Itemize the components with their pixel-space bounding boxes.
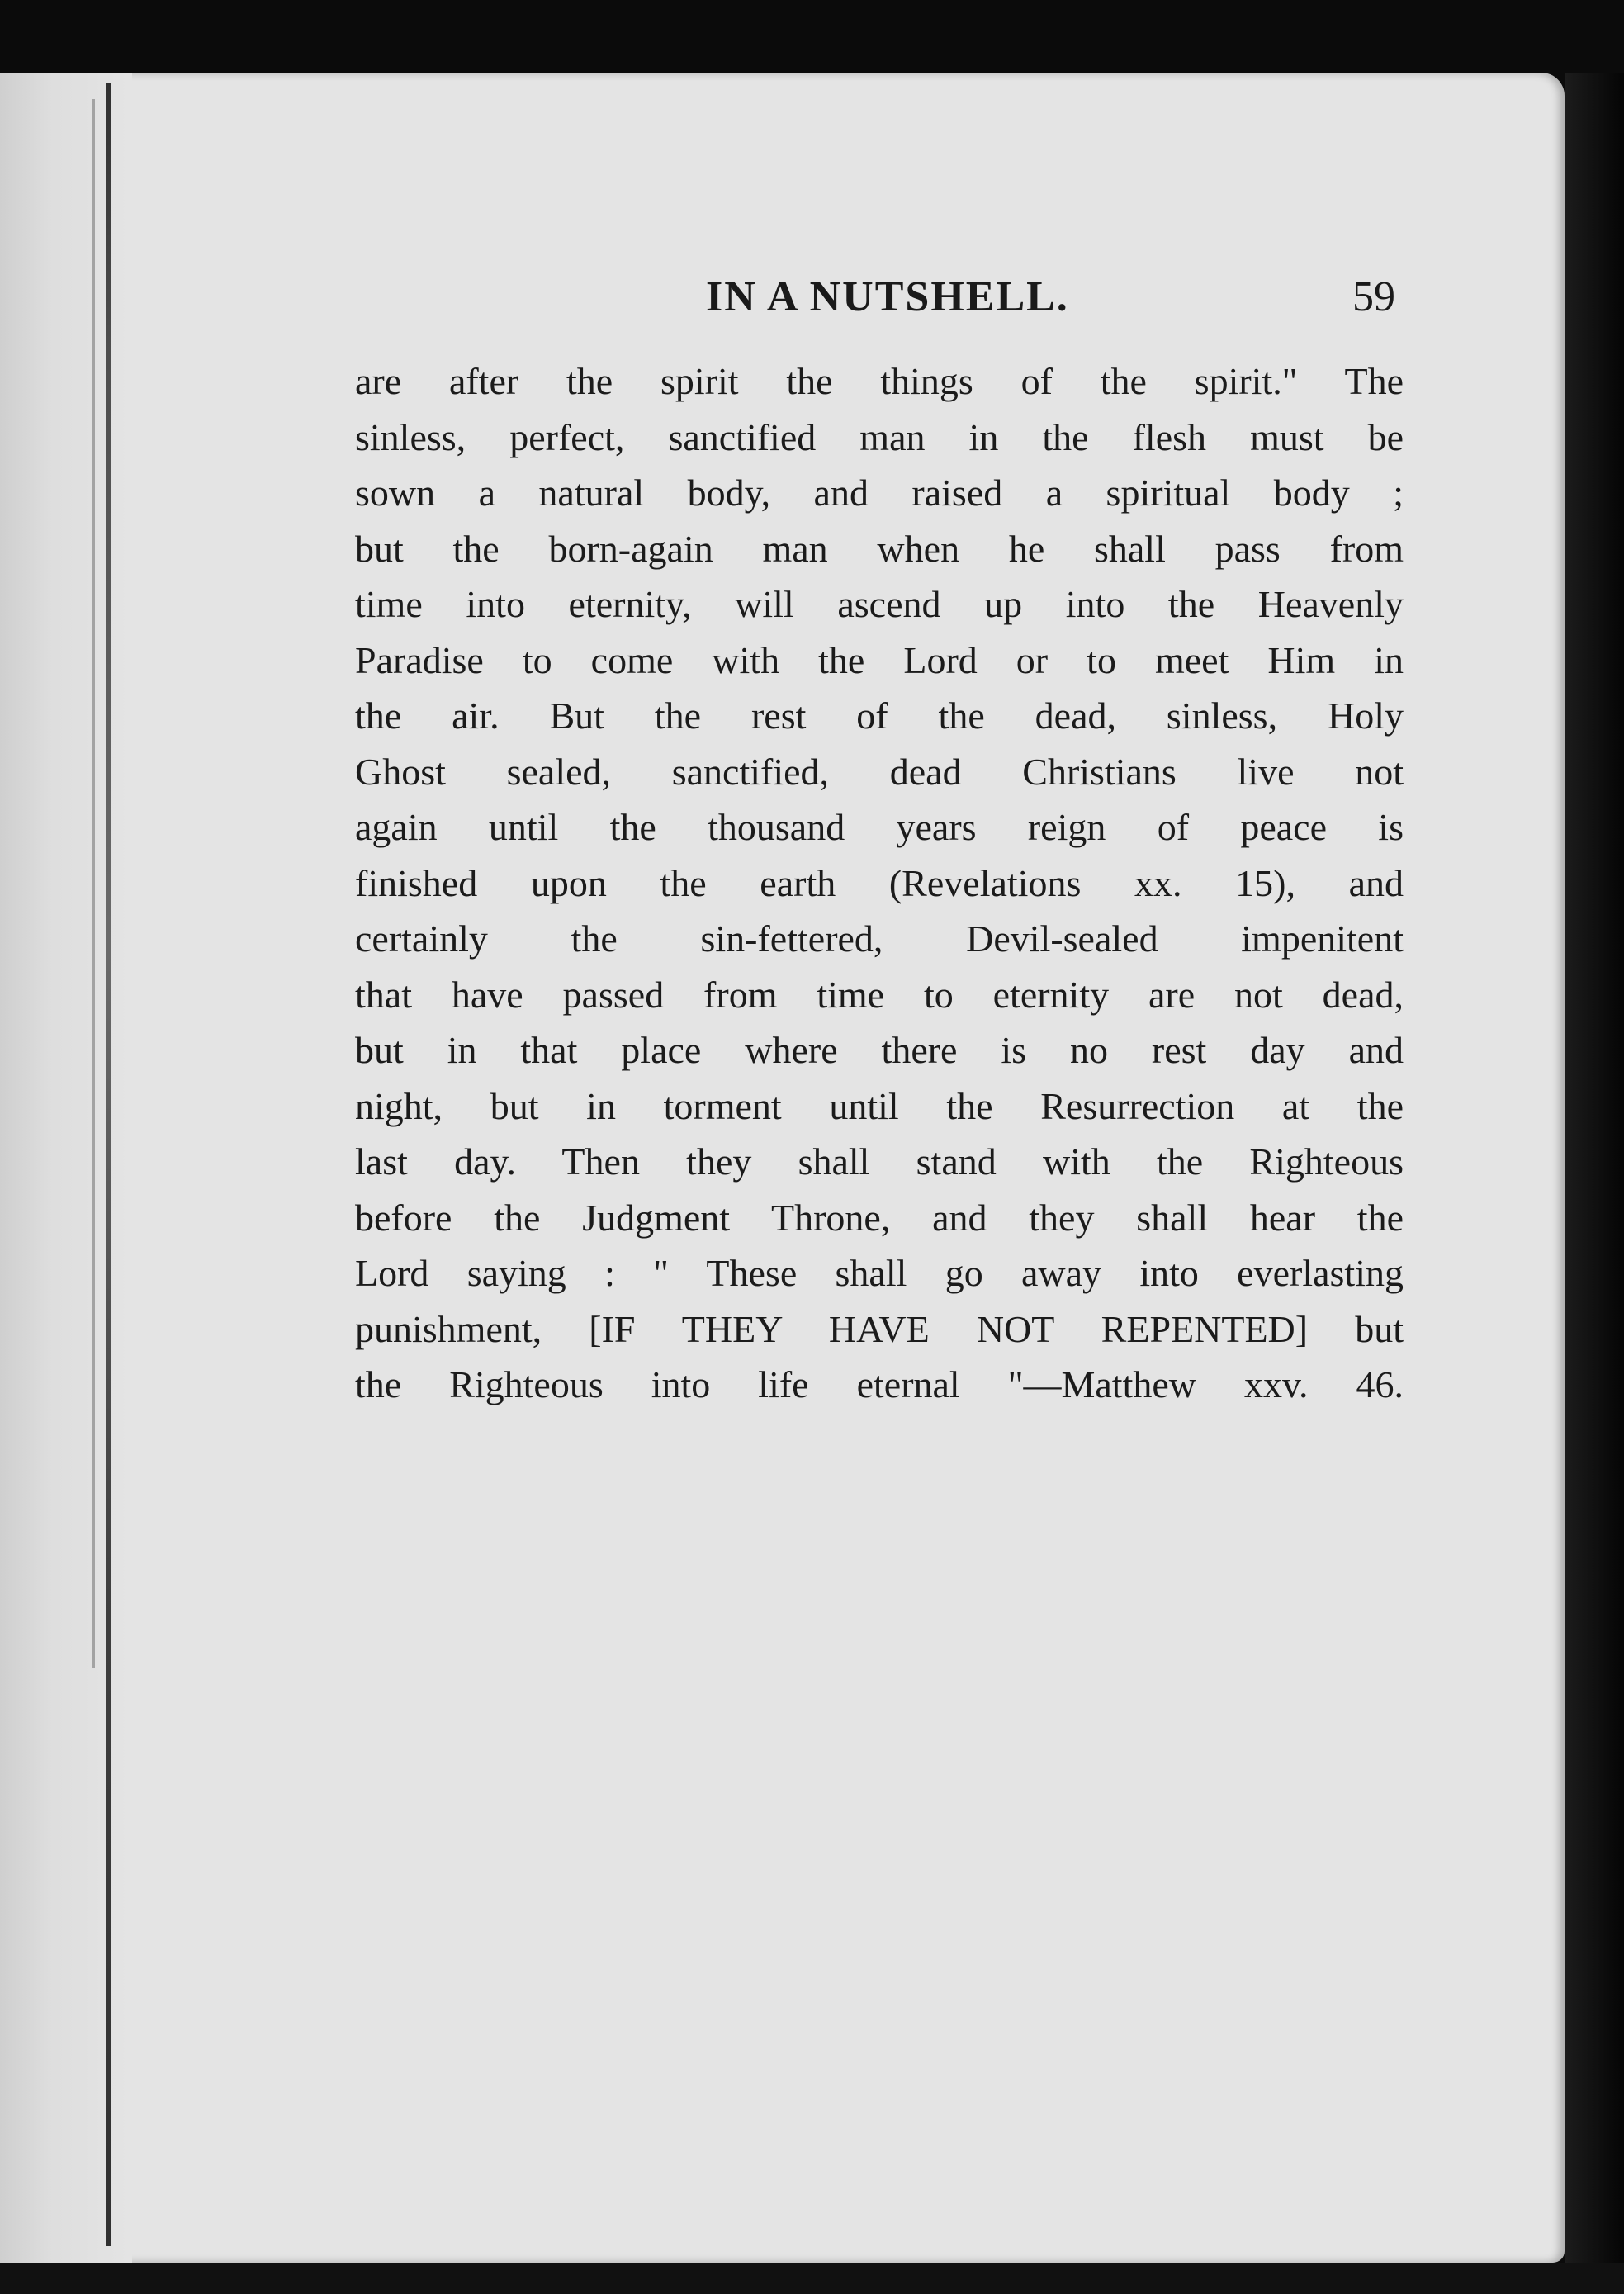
- text-line: sinless, perfect, sanctified man in the flesh must be: [355, 415, 1404, 458]
- text-line: the Righteous into life eternal "—Matthew xxv. 46.: [355, 1363, 1404, 1405]
- text-line: certainly the sin-fettered, Devil-sealed impenitent: [355, 917, 1404, 960]
- bottom-dark-edge: [0, 2263, 1624, 2294]
- text-line: sown a natural body, and raised a spiritual body ;: [355, 472, 1404, 514]
- text-line: but the born-again man when he shall pass from: [355, 527, 1404, 570]
- running-head: IN A NUTSHELL.: [706, 273, 1069, 320]
- text-line: Ghost sealed, sanctified, dead Christians live not: [355, 750, 1404, 793]
- text-line: time into eternity, will ascend up into the Heavenly: [355, 583, 1404, 625]
- text-line: are after the spirit the things of the spirit." The: [355, 360, 1404, 402]
- text-line: punishment, [IF THEY HAVE NOT REPENTED] but: [355, 1307, 1404, 1350]
- text-line: that have passed from time to eternity are not dead,: [355, 973, 1404, 1016]
- page-header: [351, 273, 1404, 330]
- binding-shadow: [0, 73, 132, 2263]
- text-line: night, but in torment until the Resurrection at the: [355, 1084, 1404, 1127]
- text-line: finished upon the earth (Revelations xx. 15), and: [355, 861, 1404, 904]
- body-text: [355, 353, 1404, 1413]
- text-line: again until the thousand years reign of peace is: [355, 806, 1404, 848]
- gutter-edge-line-secondary: [92, 99, 95, 1668]
- text-line: Lord saying : " These shall go away into everlasting: [355, 1252, 1404, 1294]
- gutter-edge-line: [106, 83, 111, 2246]
- text-line: but in that place where there is no rest day and: [355, 1029, 1404, 1071]
- text-line: before the Judgment Throne, and they shall hear the: [355, 1196, 1404, 1239]
- page-number: 59: [1352, 273, 1395, 320]
- text-line: last day. Then they shall stand with the Righteous: [355, 1140, 1404, 1183]
- text-line: the air. But the rest of the dead, sinless, Holy: [355, 694, 1404, 737]
- text-line: Paradise to come with the Lord or to meet Him in: [355, 638, 1404, 681]
- right-margin-dark-edge: [1565, 73, 1624, 2294]
